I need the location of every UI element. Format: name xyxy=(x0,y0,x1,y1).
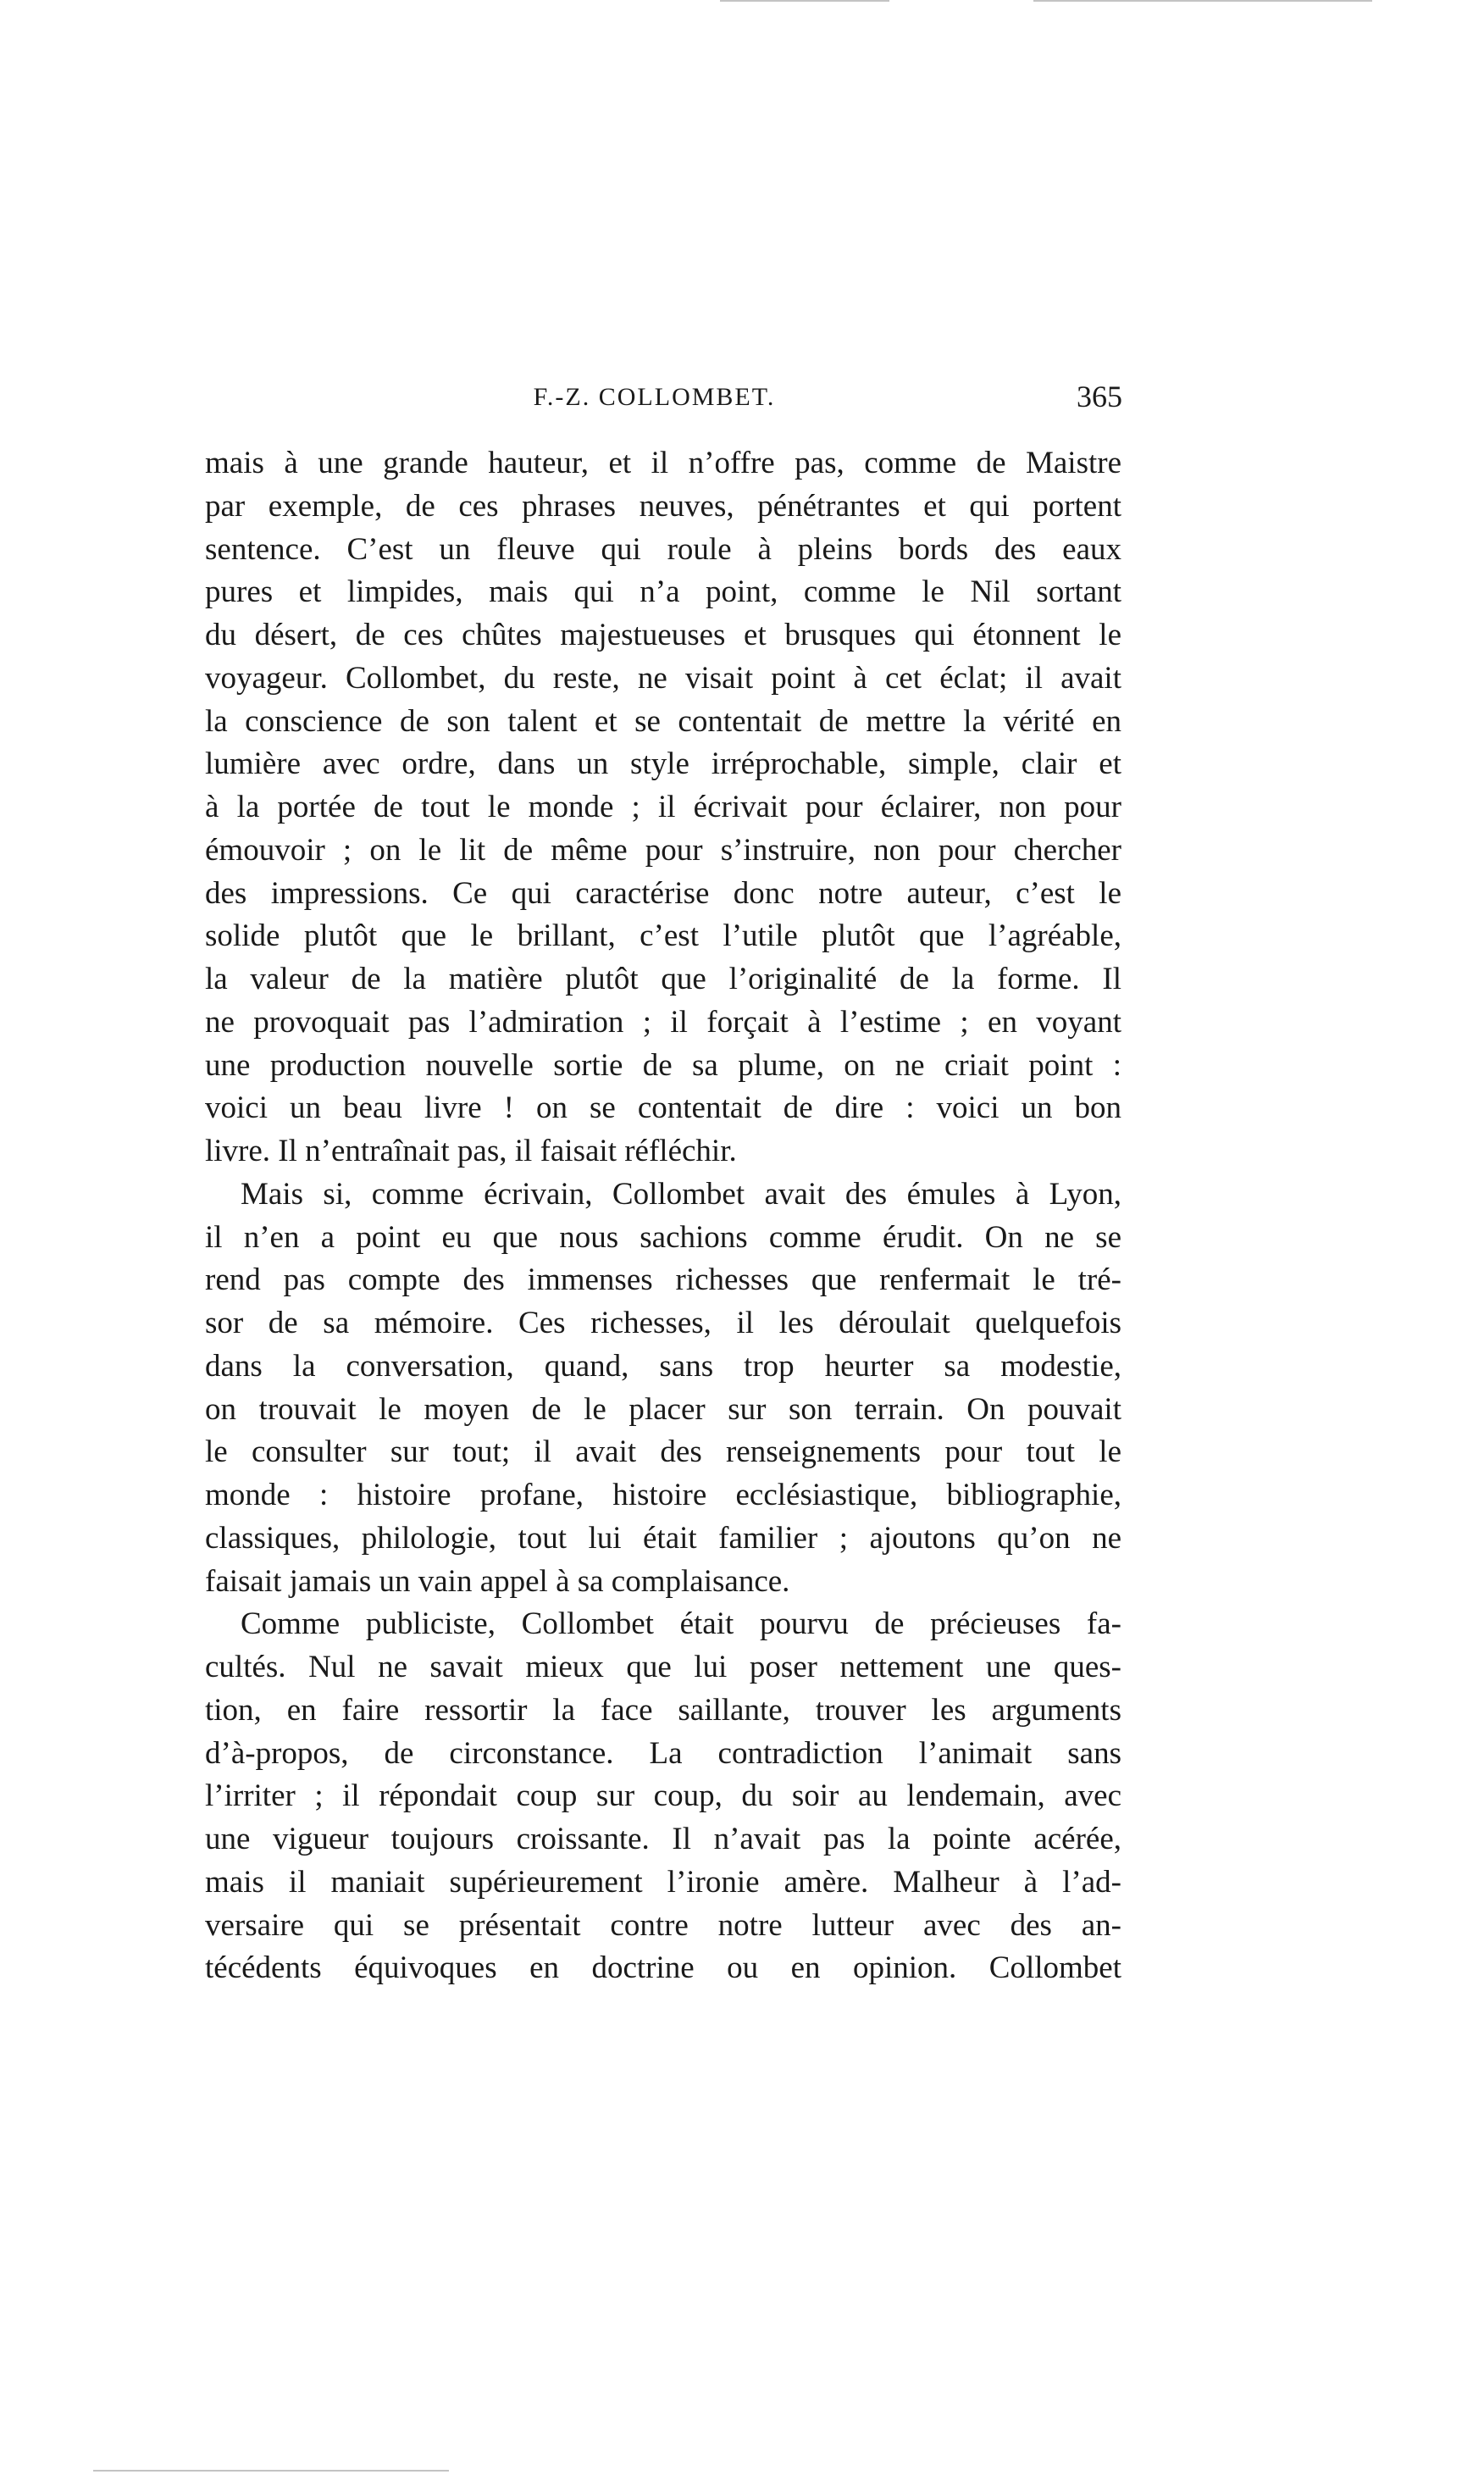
text-line: faisait jamais un vain appel à sa complaisance. xyxy=(205,1563,790,1599)
paragraph xyxy=(205,1173,1121,1604)
text-line: émouvoir ; on le lit de même pour s’instruire, non pour chercher xyxy=(205,832,1121,868)
text-line: voici un beau livre ! on se contentait de dire : voici un bon xyxy=(205,1090,1121,1126)
text-line: solide plutôt que le brillant, c’est l’utile plutôt que l’agréable, xyxy=(205,918,1121,954)
paragraph xyxy=(205,1603,1121,1990)
text-line: mais il maniait supérieurement l’ironie amère. Malheur à l’ad- xyxy=(205,1864,1121,1900)
text-line: sentence. C’est un fleuve qui roule à pleins bords des eaux xyxy=(205,531,1121,567)
body-text xyxy=(205,442,1121,1990)
text-line: des impressions. Ce qui caractérise donc notre auteur, c’est le xyxy=(205,875,1121,911)
text-line: Mais si, comme écrivain, Collombet avait des émules à Lyon, xyxy=(241,1176,1121,1212)
text-line: la conscience de son talent et se contentait de mettre la vérité en xyxy=(205,703,1121,739)
text-line: classiques, philologie, tout lui était familier ; ajoutons qu’on ne xyxy=(205,1520,1121,1556)
text-line: lumière avec ordre, dans un style irréprochable, simple, clair et xyxy=(205,746,1121,782)
text-line: monde : histoire profane, histoire ecclésiastique, bibliographie, xyxy=(205,1478,1121,1512)
text-line: le consulter sur tout; il avait des renseignements pour tout le xyxy=(205,1434,1121,1470)
text-line: par exemple, de ces phrases neuves, pénétrantes et qui portent xyxy=(205,488,1121,524)
text-line: tion, en faire ressortir la face saillante, trouver les arguments xyxy=(205,1692,1121,1728)
paragraph xyxy=(205,442,1121,1173)
running-title: F.-Z. COLLOMBET. xyxy=(533,383,776,411)
text-line: técédents équivoques en doctrine ou en opinion. Collombet xyxy=(205,1950,1121,1986)
text-line: mais à une grande hauteur, et il n’offre pas, comme de Maistre xyxy=(205,446,1121,480)
scan-edge-mark-bottom xyxy=(93,2470,449,2472)
text-line: on trouvait le moyen de le placer sur son terrain. On pouvait xyxy=(205,1391,1121,1427)
scan-edge-mark-top xyxy=(720,0,889,2)
text-line: une vigueur toujours croissante. Il n’avait pas la pointe acérée, xyxy=(205,1822,1121,1856)
text-line: ne provoquait pas l’admiration ; il forçait à l’estime ; en voyant xyxy=(205,1004,1121,1040)
text-line: dans la conversation, quand, sans trop heurter sa modestie, xyxy=(205,1348,1121,1384)
text-line: une production nouvelle sortie de sa plume, on ne criait point : xyxy=(205,1047,1121,1083)
text-line: livre. Il n’entraînait pas, il faisait réfléchir. xyxy=(205,1134,737,1168)
page-number: 365 xyxy=(1077,380,1122,413)
text-line: rend pas compte des immenses richesses que renfermait le tré- xyxy=(205,1262,1121,1298)
text-line: Comme publiciste, Collombet était pourvu de précieuses fa- xyxy=(241,1606,1121,1642)
scan-edge-mark-top-right xyxy=(1033,0,1372,2)
text-line: cultés. Nul ne savait mieux que lui poser nettement une ques- xyxy=(205,1650,1121,1684)
text-line: à la portée de tout le monde ; il écrivait pour éclairer, non pour xyxy=(205,790,1121,824)
text-line: l’irriter ; il répondait coup sur coup, du soir au lendemain, avec xyxy=(205,1778,1121,1814)
text-line: voyageur. Collombet, du reste, ne visait point à cet éclat; il avait xyxy=(205,660,1121,696)
text-line: sor de sa mémoire. Ces richesses, il les déroulait quelquefois xyxy=(205,1306,1121,1340)
text-line: la valeur de la matière plutôt que l’originalité de la forme. Il xyxy=(205,962,1121,996)
text-line: du désert, de ces chûtes majestueuses et brusques qui étonnent le xyxy=(205,618,1121,652)
text-line: pures et limpides, mais qui n’a point, comme le Nil sortant xyxy=(205,574,1121,610)
text-line: il n’en a point eu que nous sachions comme érudit. On ne se xyxy=(205,1219,1121,1255)
text-line: versaire qui se présentait contre notre lutteur avec des an- xyxy=(205,1907,1121,1943)
text-line: d’à-propos, de circonstance. La contradiction l’animait sans xyxy=(205,1735,1121,1771)
